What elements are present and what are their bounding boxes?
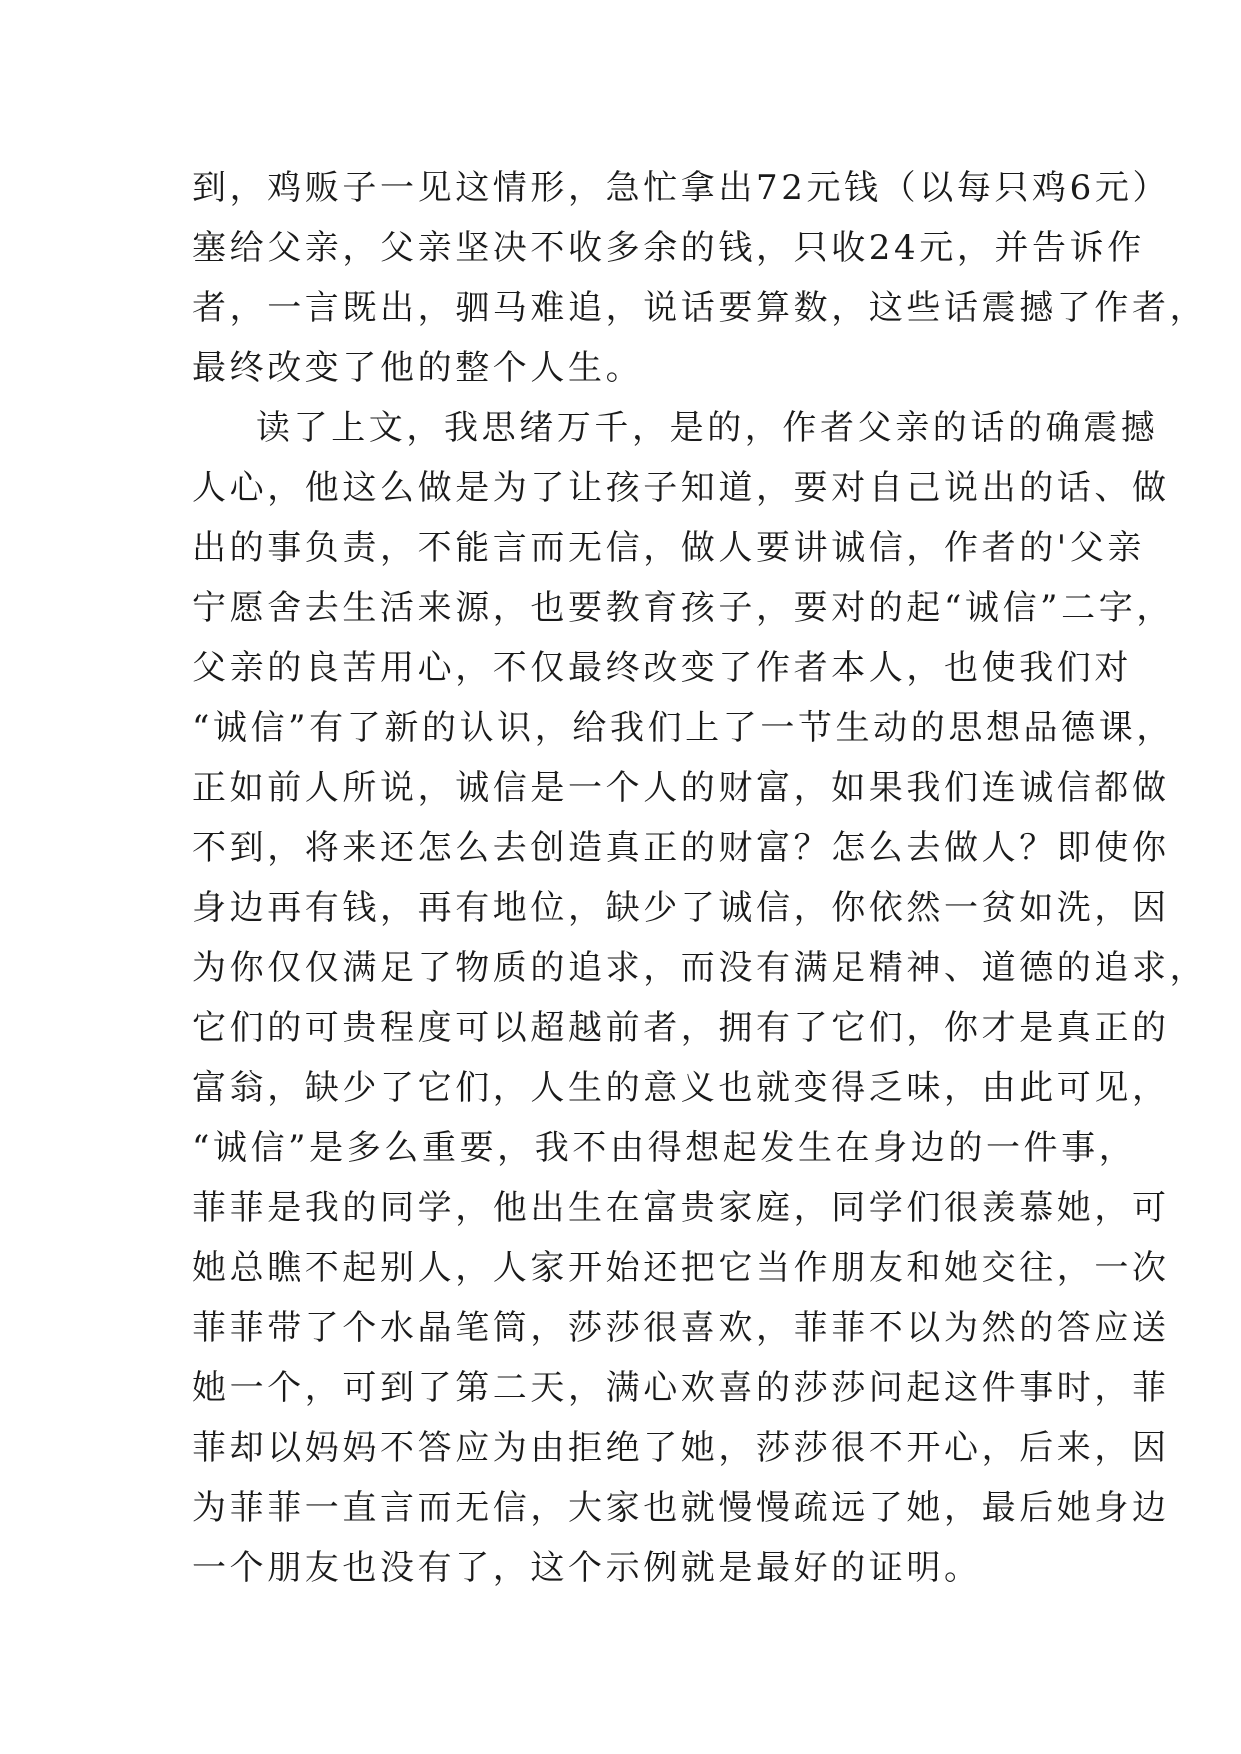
text-line: 正如前人所说，诚信是一个人的财富，如果我们连诚信都做 bbox=[192, 768, 1170, 808]
text-line: 一个朋友也没有了，这个示例就是最好的证明。 bbox=[192, 1548, 982, 1588]
text-line: “诚信”有了新的认识，给我们上了一节生动的思想品德课， bbox=[192, 708, 1174, 748]
text-line: 塞给父亲，父亲坚决不收多余的钱，只收24元，并告诉作 bbox=[192, 228, 1145, 268]
text-line: 她一个，可到了第二天，满心欢喜的莎莎问起这件事时，菲 bbox=[192, 1368, 1170, 1408]
text-line: 为你仅仅满足了物质的追求，而没有满足精神、道德的追求， bbox=[192, 948, 1208, 988]
text-line: 者，一言既出，驷马难追，说话要算数，这些话震撼了作者， bbox=[192, 288, 1208, 328]
text-line: 身边再有钱，再有地位，缺少了诚信，你依然一贫如洗，因 bbox=[192, 888, 1170, 928]
text-line: 她总瞧不起别人，人家开始还把它当作朋友和她交往，一次 bbox=[192, 1248, 1170, 1288]
text-line: “诚信”是多么重要，我不由得想起发生在身边的一件事， bbox=[192, 1128, 1137, 1168]
text-line: 人心，他这么做是为了让孩子知道，要对自己说出的话、做 bbox=[192, 468, 1170, 508]
paragraph-start-line: 读了上文，我思绪万千，是的，作者父亲的话的确震撼 bbox=[256, 408, 1159, 448]
text-line: 菲却以妈妈不答应为由拒绝了她，莎莎很不开心，后来，因 bbox=[192, 1428, 1170, 1468]
text-line: 到，鸡贩子一见这情形，急忙拿出72元钱（以每只鸡6元） bbox=[192, 168, 1171, 208]
text-line: 菲菲是我的同学，他出生在富贵家庭，同学们很羡慕她，可 bbox=[192, 1188, 1170, 1228]
text-line: 宁愿舍去生活来源，也要教育孩子，要对的起“诚信”二字， bbox=[192, 588, 1174, 628]
text-line: 富翁，缺少了它们，人生的意义也就变得乏味，由此可见， bbox=[192, 1068, 1170, 1108]
text-line: 为菲菲一直言而无信，大家也就慢慢疏远了她，最后她身边 bbox=[192, 1488, 1170, 1528]
text-line: 父亲的良苦用心，不仅最终改变了作者本人，也使我们对 bbox=[192, 648, 1132, 688]
text-line: 出的事负责，不能言而无信，做人要讲诚信，作者的'父亲 bbox=[192, 528, 1145, 568]
text-line: 菲菲带了个水晶笔筒，莎莎很喜欢，菲菲不以为然的答应送 bbox=[192, 1308, 1170, 1348]
body-text bbox=[192, 158, 1208, 1598]
text-line: 最终改变了他的整个人生。 bbox=[192, 348, 644, 388]
text-line: 不到，将来还怎么去创造真正的财富？怎么去做人？即使你 bbox=[192, 828, 1170, 868]
text-line: 它们的可贵程度可以超越前者，拥有了它们，你才是真正的 bbox=[192, 1008, 1170, 1048]
